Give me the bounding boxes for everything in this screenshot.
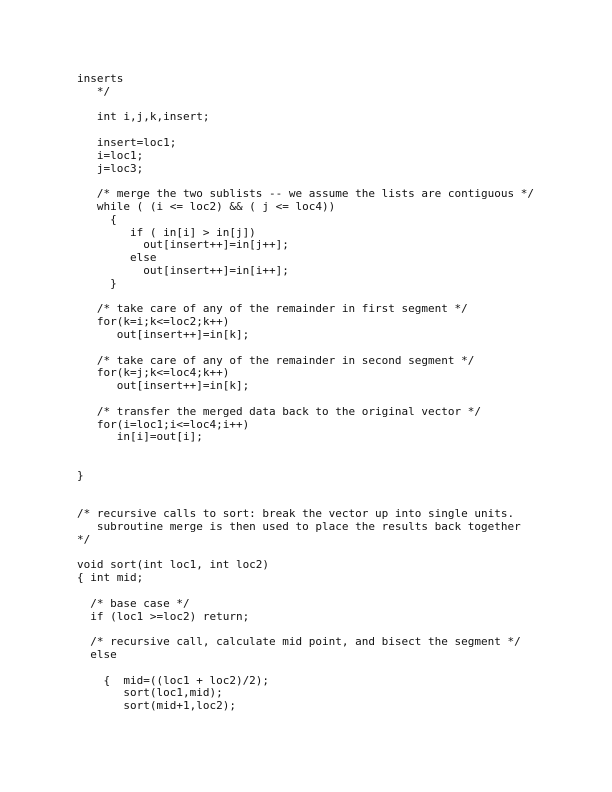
code-line: inserts [77,72,124,85]
code-line: */ [77,532,91,546]
code-line: out[insert++]=in[k]; [77,328,250,341]
code-line: int i,j,k,insert; [77,110,210,124]
code-line: if (loc1 >=loc2) return; [77,609,250,623]
code-line: /* take care of any of the remainder in second segment */ [77,353,475,367]
code-line: else [77,648,117,661]
code-line: in[i]=out[i]; [77,430,203,444]
code-line: { int mid; [77,571,144,585]
code-line: out[insert++]=in[j++]; [77,238,289,252]
code-line: } [77,468,84,482]
code-line: while ( (i <= loc2) && ( j <= loc4)) [77,200,336,213]
code-line: else [77,251,157,265]
code-line: /* base case */ [77,596,190,610]
code-line: out[insert++]=in[i++]; [77,264,289,277]
code-line: */ [77,84,111,98]
code-line: /* merge the two sublists -- we assume the lists are contiguous */ [77,187,534,201]
code-line: /* transfer the merged data back to the original vector */ [77,404,481,418]
code-line: i=loc1; [77,148,144,162]
code-line: void sort(int loc1, int loc2) [77,558,270,572]
code-line: { [77,212,117,226]
code-line: sort(loc1,mid); [77,686,223,700]
code-line: insert=loc1; [77,136,177,149]
code-line: } [77,276,117,290]
code-line: for(k=j;k<=loc4;k++) [77,366,230,380]
code-line: for(k=i;k<=loc2;k++) [77,315,230,329]
code-line: for(i=loc1;i<=loc4;i++) [77,417,250,431]
code-line: sort(mid+1,loc2); [77,699,236,713]
code-line: subroutine merge is then used to place the results back together [77,520,521,533]
code-line: if ( in[i] > in[j]) [77,225,256,239]
code-line: /* take care of any of the remainder in first segment */ [77,302,468,316]
code-line: /* recursive call, calculate mid point, and bisect the segment */ [77,635,521,649]
code-line: { mid=((loc1 + loc2)/2); [77,673,270,687]
code-line: /* recursive calls to sort: break the vector up into single units. [77,507,515,521]
code-line: out[insert++]=in[k]; [77,379,250,393]
code-line: j=loc3; [77,161,144,175]
